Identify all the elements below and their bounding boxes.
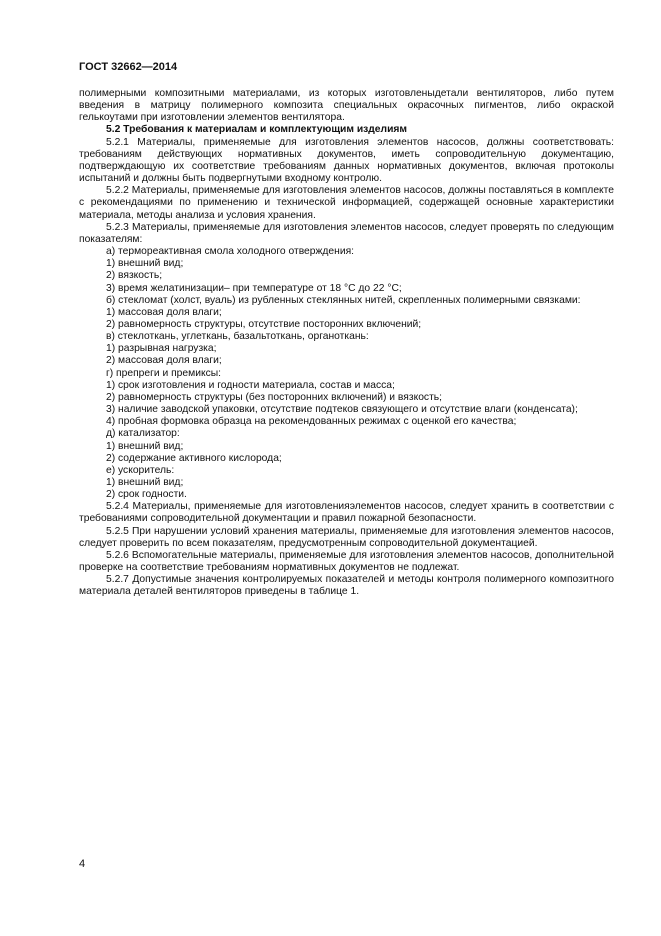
paragraph: 5.2.6 Вспомогательные материалы, применяемые для изготовления элементов насосов, дополнительной проверке на соответствие требованиям нормативных документов не подлежат. [79, 549, 614, 574]
paragraph: 5.2.3 Материалы, применяемые для изготовления элементов насосов, следует проверять по следующим показателям: [79, 221, 614, 245]
list-item: 1) внешний вид; [106, 440, 184, 452]
paragraph: 5.2.5 При нарушении условий хранения материалы, применяемые для изготовления элементов насосов, следует проверить по всем показателям, предусмотренным сопроводительной документацией. [79, 525, 614, 549]
paragraph: полимерными композитными материалами, из которых изготовленыдетали вентиляторов, либо путем [79, 88, 614, 99]
document-body [79, 88, 614, 599]
list-item: 1) внешний вид; [106, 258, 184, 270]
paragraph: 3) наличие заводской упаковки, отсутствие подтеков связующего и отсутствие влаги (конденсата); [106, 404, 578, 416]
list-item: 1) разрывная нагрузка; [106, 343, 217, 355]
list-item: е) ускоритель: [106, 464, 175, 476]
section-heading: 5.2 Требования к материалам и комплектующим изделиям [106, 124, 408, 136]
page-number: 4 [79, 858, 86, 870]
list-item: д) катализатор: [106, 428, 180, 440]
list-item: 2) равномерность структуры (без посторонних включений) и вязкость; [106, 391, 443, 403]
paragraph: гелькоутами при изготовлении элементов вентилятора. [79, 112, 345, 124]
document-header: ГОСТ 32662—2014 [79, 61, 178, 73]
list-item: г) препреги и премиксы: [106, 367, 221, 379]
list-item: 1) срок изготовления и годности материала, состав и масса; [106, 379, 395, 391]
list-item: в) стеклоткань, углеткань, базальтоткань, органоткань: [106, 331, 369, 343]
list-item: 2) содержание активного кислорода; [106, 452, 282, 464]
paragraph: 5.2.7 Допустимые значения контролируемых показателей и методы контроля полимерного композитного материала деталей вентиляторов приведены в таблице 1. [79, 574, 614, 598]
list-item: 3) время желатинизации– при температуре от 18 °С до 22 °С; [106, 282, 402, 294]
list-item: 2) массовая доля влаги; [106, 355, 222, 367]
paragraph: 5.2.4 Материалы, применяемые для изготовленияэлементов насосов, следует хранить в соответствии с требованиями сопроводительной документации и правил пожарной безопасности. [79, 501, 614, 525]
list-item: 2) срок годности. [106, 489, 187, 501]
list-item: 4) пробная формовка образца на рекомендованных режимах с оценкой его качества; [106, 416, 517, 428]
list-item: 2) равномерность структуры, отсутствие посторонних включений; [106, 318, 422, 330]
list-item: 1) массовая доля влаги; [106, 306, 222, 318]
list-item: а) термореактивная смола холодного отверждения: [106, 246, 355, 258]
paragraph: 5.2.1 Материалы, применяемые для изготовления элементов насосов, должны соответствовать: требованиям действующих нормативных документов, иметь сопроводительную документацию, подтверждающую их соответствие требованиям данных нормативных документов, включая протоколы испытаний и должны быть подвергнутыми входному контролю. [79, 136, 614, 185]
list-item: 2) вязкость; [106, 270, 163, 282]
paragraph: введения в матрицу полимерного композита специальных окрасочных пигментов, либо окраской [79, 100, 614, 112]
paragraph: б) стекломат (холст, вуаль) из рубленных стеклянных нитей, скрепленных полимерными связками: [106, 294, 581, 306]
list-item: 1) внешний вид; [106, 477, 184, 488]
paragraph: 5.2.2 Материалы, применяемые для изготовления элементов насосов, должны поставляться в комплекте с рекомендациями по применению и технической информацией, содержащей основные характеристики материала, методы анализа и условия хранения. [79, 185, 614, 221]
